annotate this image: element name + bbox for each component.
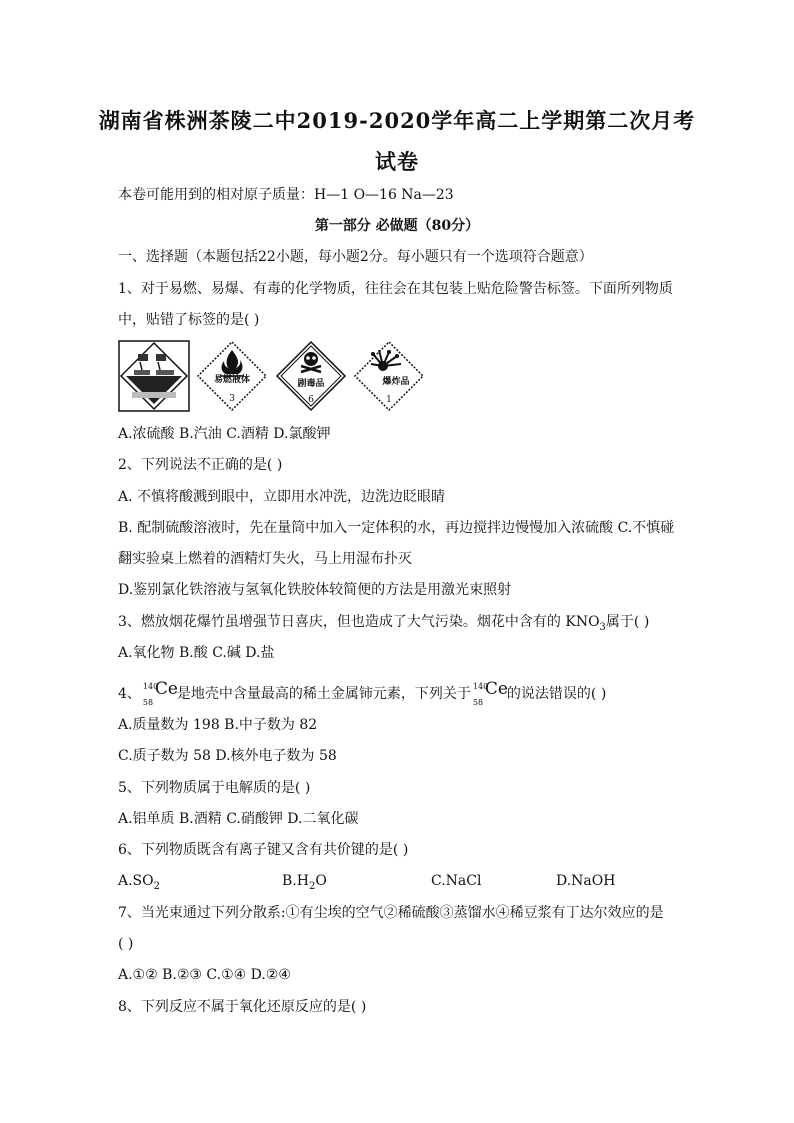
- toxic-label-text: 剧毒品: [297, 379, 325, 389]
- q5-options: A.铝单质 B.酒精 C.硝酸钾 D.二氧化碳: [118, 811, 359, 827]
- flammable-label-number: 3: [229, 394, 235, 404]
- atomic-mass-note: 本卷可能用到的相对原子质量：H—1 O—16 Na—23: [118, 187, 454, 203]
- section-heading: 一、选择题（本题包括22小题，每小题2分。每小题只有一个选项符合题意）: [118, 249, 593, 265]
- q1-stem-line2: 中，贴错了标签的是( ): [118, 312, 260, 328]
- q8-stem: 8、下列反应不属于氧化还原反应的是( ): [118, 999, 367, 1015]
- q7-stem: 7、当光束通过下列分散系:①有尘埃的空气②稀硫酸③蒸馏水④稀豆浆有丁达尔效应的是: [118, 905, 664, 921]
- flammable-label-text: 易燃液体: [213, 375, 250, 385]
- exam-title-line2: 试卷: [375, 149, 419, 174]
- explosive-label-text: 爆炸品: [382, 377, 410, 387]
- q2-option-c-cont: 翻实验桌上燃着的酒精灯失火，马上用湿布扑灭: [118, 551, 412, 567]
- q6-option-c: C.NaCl: [431, 873, 482, 889]
- q3-options: A.氧化物 B.酸 C.碱 D.盐: [118, 645, 275, 661]
- q5-stem: 5、下列物质属于电解质的是( ): [118, 780, 311, 796]
- q3-stem: 3、燃放烟花爆竹虽增强节日喜庆，但也造成了大气污染。烟花中含有的 $KNO_3$属于( ): [118, 614, 650, 633]
- cerium-isotope: 140 58 Ce: [142, 679, 178, 707]
- q2-option-b: B. 配制硫酸溶液时，先在量筒中加入一定体积的水，再边搅拌边慢慢加入浓硫酸 C.不慎碰: [118, 520, 675, 536]
- q7-options: A.①② B.②③ C.①④ D.②④: [118, 967, 291, 983]
- q6-stem: 6、下列物质既含有离子键又含有共价键的是( ): [118, 842, 409, 858]
- q6-option-d: D.NaOH: [556, 873, 616, 889]
- corrosive-icon: [118, 340, 190, 412]
- q4-options-2: C.质子数为 58 D.核外电子数为 58: [118, 748, 337, 764]
- q2-option-d: D.鉴别氯化铁溶液与氢氧化铁胶体较简便的方法是用激光束照射: [118, 582, 512, 598]
- exam-title-line1: 湖南省株洲茶陵二中2019-2020学年高二上学期第二次月考: [98, 108, 696, 133]
- corrosive-label: [118, 340, 190, 412]
- q1-options: A.浓硫酸 B.汽油 C.酒精 D.氯酸钾: [118, 426, 331, 442]
- q1-stem-line1: 1、对于易燃、易爆、有毒的化学物质，往往会在其包装上贴危险警告标签。下面所列物质: [118, 281, 673, 297]
- part-title: 第一部分 必做题（80分）: [314, 218, 480, 234]
- explosive-label-number: 1: [386, 395, 392, 405]
- q4-options-1: A.质量数为 198 B.中子数为 82: [118, 717, 318, 733]
- q6-option-b: $B.H_2O$: [282, 873, 327, 892]
- q2-option-a: A. 不慎将酸溅到眼中，立即用水冲洗，边洗边眨眼睛: [118, 489, 446, 505]
- cerium-isotope-2: 140 58 Ce: [472, 679, 508, 707]
- q6-option-a: $A.SO_2$: [118, 873, 161, 892]
- toxic-label-number: 6: [308, 395, 314, 405]
- q2-stem: 2、下列说法不正确的是( ): [118, 457, 283, 473]
- q7-paren: ( ): [118, 936, 134, 952]
- q4-stem: 4、 140 58 Ce 是地壳中含量最高的稀土金属铈元素，下列关于 140 58 Ce 的说法错误的( ): [118, 679, 607, 707]
